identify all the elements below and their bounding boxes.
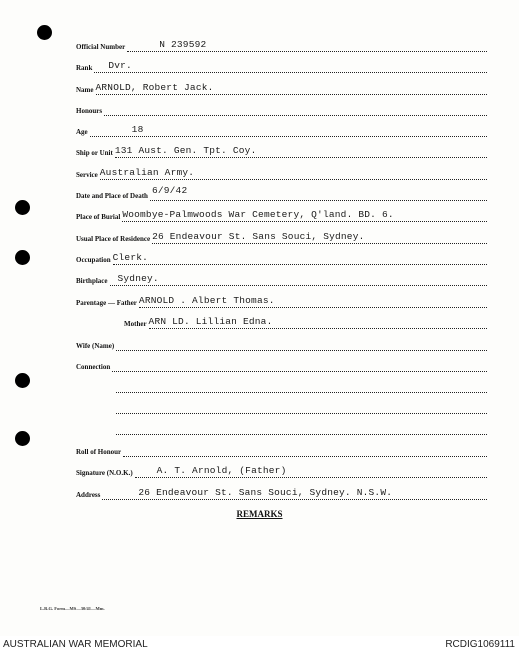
field-address <box>76 486 487 500</box>
form-imprint: L.R.G. Form—MS—30/41—Mm. <box>40 606 105 611</box>
field-roll-of-honour <box>76 443 487 457</box>
field-date-place-death <box>76 187 487 201</box>
punch-hole <box>15 373 30 388</box>
label: Connection <box>76 363 111 371</box>
punch-hole <box>15 200 30 215</box>
value: 6/9/42 <box>151 185 188 196</box>
value: 131 Aust. Gen. Tpt. Coy. <box>114 145 257 156</box>
label: Occupation <box>76 256 111 264</box>
value: 18 <box>131 124 144 135</box>
value: A. T. Arnold, (Father) <box>156 465 287 476</box>
value: N 239592 <box>159 39 207 50</box>
label: Address <box>76 491 101 499</box>
field-place-of-burial <box>76 208 487 222</box>
label: Roll of Honour <box>76 448 122 456</box>
connection-blank-line <box>116 379 487 393</box>
field-unit <box>76 144 487 158</box>
value: Australian Army. <box>99 167 195 178</box>
label: Place of Burial <box>76 213 121 221</box>
field-name <box>76 81 487 95</box>
field-service <box>76 166 487 180</box>
field-occupation <box>76 251 487 265</box>
field-birthplace <box>76 272 487 286</box>
connection-blank-line <box>116 400 487 414</box>
record-id: RCDIG1069111 <box>445 639 515 650</box>
value: ARNOLD, Robert Jack. <box>95 82 214 93</box>
label: Wife (Name) <box>76 342 115 350</box>
value: Sydney. <box>117 273 159 284</box>
label: Honours <box>76 107 103 115</box>
connection-blank-line <box>116 421 487 435</box>
field-age <box>76 123 487 137</box>
label: Mother <box>124 320 147 328</box>
label: Birthplace <box>76 277 108 285</box>
value: 26 Endeavour St. Sans Souci, Sydney. <box>152 231 365 242</box>
label: Date and Place of Death <box>76 192 148 200</box>
label: Parentage — Father <box>76 299 137 307</box>
value: ARN LD. Lillian Edna. <box>148 316 273 327</box>
value: Dvr. <box>108 60 132 71</box>
institution-label: AUSTRALIAN WAR MEMORIAL <box>3 639 148 650</box>
field-signature-nok <box>76 464 487 478</box>
punch-hole <box>15 431 30 446</box>
label: Name <box>76 86 94 94</box>
field-parentage-father <box>76 294 487 308</box>
label: Official Number <box>76 43 126 51</box>
value: Clerk. <box>112 252 149 263</box>
value: ARNOLD . Albert Thomas. <box>138 295 275 306</box>
punch-hole <box>15 250 30 265</box>
field-official-number <box>76 38 487 52</box>
label: Usual Place of Residence <box>76 235 151 243</box>
label: Age <box>76 128 88 136</box>
remarks-heading: REMARKS <box>236 509 283 519</box>
label: Rank <box>76 64 93 72</box>
label: Service <box>76 171 98 179</box>
value: Woombye-Palmwoods War Cemetery, Q'land. BD. 6. <box>122 209 394 220</box>
label: Signature (N.O.K.) <box>76 469 133 477</box>
value: 26 Endeavour St. Sans Souci, Sydney. N.S.W. <box>138 487 393 498</box>
field-usual-residence <box>76 230 487 244</box>
field-honours <box>76 102 487 116</box>
label: Ship or Unit <box>76 149 113 157</box>
field-wife <box>76 337 487 351</box>
footer-bar <box>0 636 519 654</box>
field-connection <box>76 358 487 372</box>
field-parentage-mother <box>116 315 487 329</box>
field-rank <box>76 59 487 73</box>
punch-hole <box>37 25 52 40</box>
